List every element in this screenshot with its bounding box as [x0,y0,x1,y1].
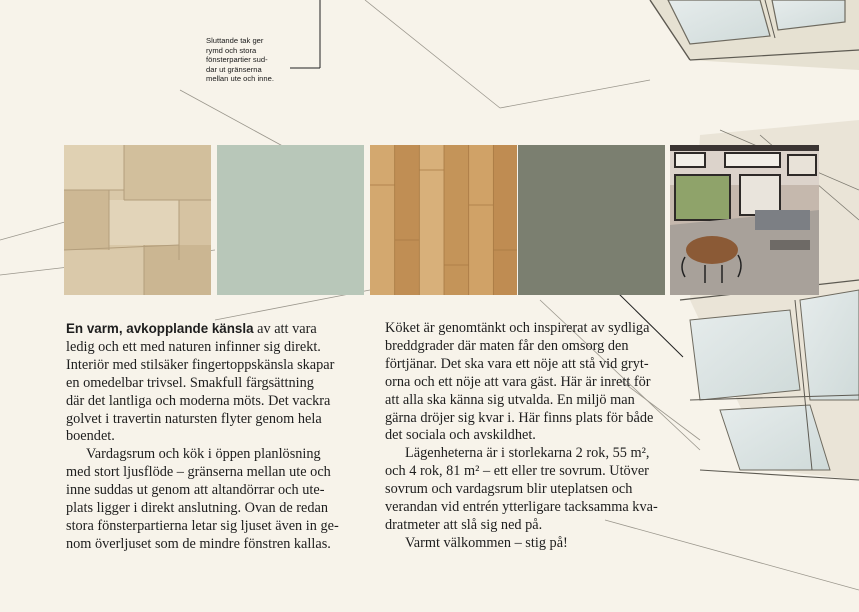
text-line: Vardagsrum och kök i öppen planlösning [86,446,321,463]
text-line: att alla ska känna sig utvalda. En miljö man [385,391,635,408]
callout-line: mellan ute och inne. [206,74,274,84]
apartment-sizes-paragraph [385,445,685,535]
text-line: ledig och ett med naturen infinner sig direkt. [66,338,321,355]
text-line: orna och ett nöje att vara gäst. Här är inrett för [385,373,651,390]
text-line: en omedelbar trivsel. Smakfull färgsättning [66,374,314,391]
text-line: det sociala och avskildhet. [385,427,536,444]
olive-grey-swatch [518,145,665,295]
callout-note [206,36,318,84]
text-line: boendet. [66,428,115,445]
text-line: förtjänar. Det ska vara ett nöje att stå vid gryt- [385,355,649,372]
text-line: sovrum och vardagsrum blir uteplatsen och [385,481,633,498]
text-line: dratmeter att slå sig ned på. [385,516,543,533]
right-text-column [385,320,685,553]
intro-paragraph [66,320,366,446]
text-line: av att vara [253,321,317,337]
text-line: Interiör med stilsäker fingertoppskänsla skapar [66,356,335,373]
travertine-swatch [64,145,211,295]
kitchen-paragraph [385,320,685,445]
text-line: breddgrader där maten får den omsorg den [385,337,629,354]
callout-line: Sluttande tak ger [206,36,264,45]
interior-photo [670,145,819,295]
text-line: med stort ljusflöde – gränserna mellan ute och [66,464,331,481]
text-line: gärna dröjer sig kvar i. Här finns plats för både [385,409,654,426]
text-line: där det lantliga och moderna möts. Det vackra [66,392,331,409]
lead-in-heading: En varm, avkopplande känsla [66,321,254,336]
sage-green-swatch [217,145,364,295]
text-line: och 4 rok, 81 m² – ett eller tre sovrum. Utöver [385,463,649,480]
text-line: golvet i travertin natursten flyter genom hela [66,410,322,427]
text-line: inne suddas ut genom att altandörrar och ute- [66,482,325,499]
text-line: verandan vid entrén ytterligare tacksamma kva- [385,499,658,516]
living-room-paragraph [66,446,366,553]
callout-line: fönsterpartier sud- [206,55,268,65]
callout-line: rymd och stora [206,45,257,55]
welcome-paragraph [385,535,685,553]
text-line: stora fönsterpartierna letar sig ljuset även in ge- [66,517,339,534]
text-line: Köket är genomtänkt och inspirerat av sydliga [385,320,650,336]
text-line: Varmt välkommen – stig på! [405,534,568,551]
text-line: Lägenheterna är i storlekarna 2 rok, 55 m², [405,445,650,462]
callout-line: dar ut gränserna [206,64,262,74]
text-line: nom överljuset som de mindre fönstren kallas. [66,535,331,552]
text-line: plats ligger i direkt anslutning. Ovan de redan [66,500,329,517]
left-text-column [66,320,366,554]
oak-floor-swatch [370,145,517,295]
